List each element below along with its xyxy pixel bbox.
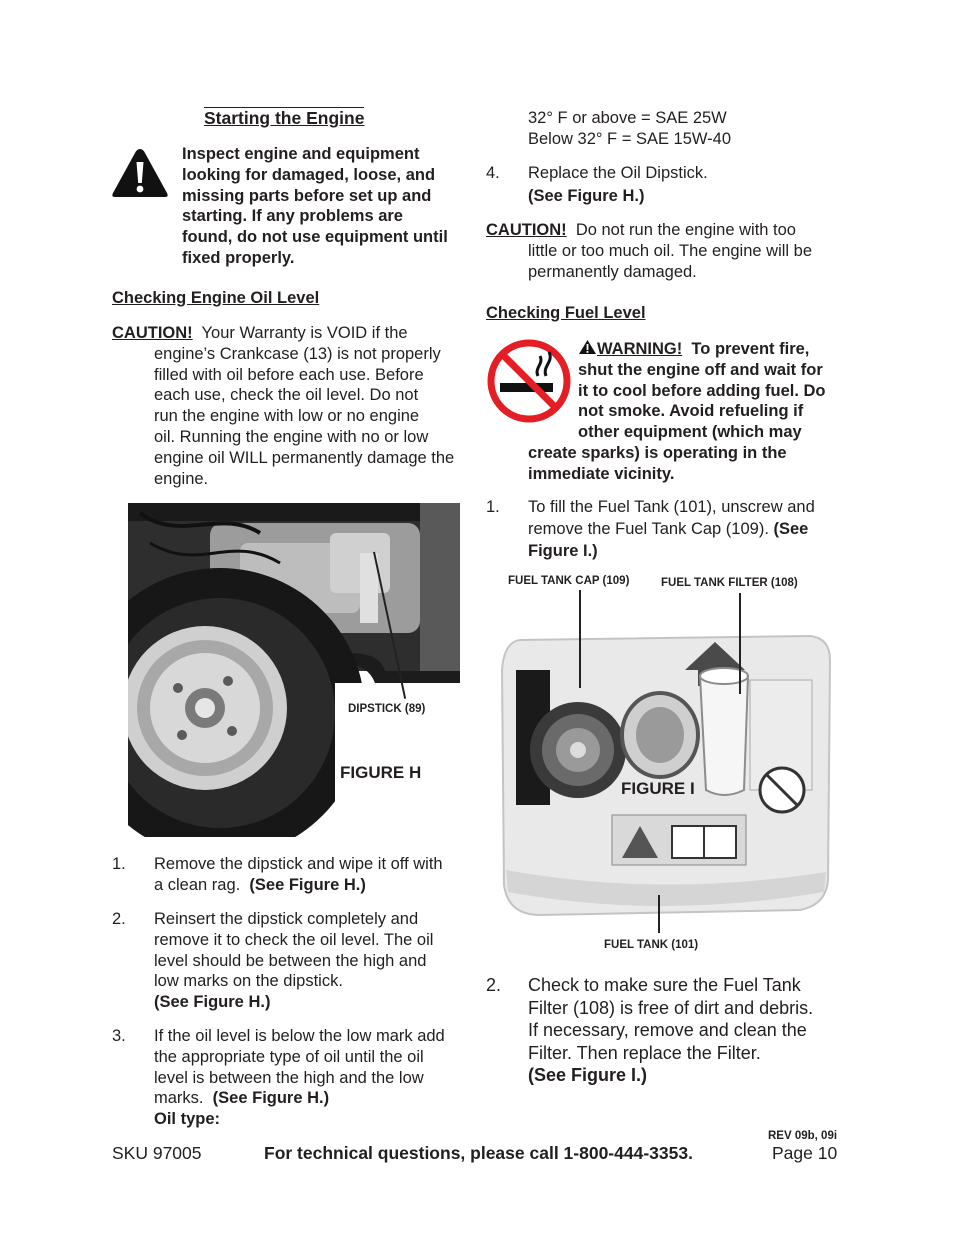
fuel-warning-text: WARNING! To prevent fire, shut the engine off and wait for it to cool before adding fuel. Do not smoke. Avoid refueling if other equipment (which may (578, 340, 826, 442)
figure-i-photo (500, 630, 832, 922)
cap-leader-line (579, 590, 581, 688)
fuel-step-2: 2. Check to make sure the Fuel Tank Filter (108) is free of dirt and debris. If necessary, remove and clean the Filter. Then replace the Filter. (See Figure I.) (486, 975, 814, 1085)
revision-code: REV 09b, 09i (768, 1130, 838, 1142)
fuel-tank-cap-callout: FUEL TANK CAP (109) (508, 575, 630, 587)
oil-amount-caution: CAUTION! Do not run the engine with too little or too much oil. The engine will be permanently damaged. (486, 221, 813, 281)
oil-step-1: 1. Remove the dipstick and wipe it off with a clean rag. (See Figure H.) (112, 855, 443, 894)
warning-triangle-icon (110, 146, 170, 200)
figure-i-label: FIGURE I (621, 779, 695, 798)
oil-step-4: 4. Replace the Oil Dipstick. (See Figure H.) (486, 164, 708, 205)
oil-caution-paragraph: CAUTION! Your Warranty is VOID if the engine’s Crankcase (13) is not properly filled with oil before each use. Before each use, check the oil level. Do not run the engine with low or no engine oil. Running the engine with no or low engine oil WILL permanently damage the engine. (112, 324, 455, 488)
engine-and-wheel-illustration (120, 503, 460, 837)
oil-type-list: 32° F or above = SAE 25W Below 32° F = SAE 15W-40 (528, 109, 732, 148)
tank-leader-line (658, 895, 660, 933)
section-heading-starting-engine: Starting the Engine (204, 108, 365, 128)
filter-leader-line (739, 593, 741, 694)
no-smoking-icon (486, 338, 572, 424)
fuel-warning-continued: create sparks) is operating in the immediate vicinity. (528, 444, 787, 483)
oil-step-2: 2. Reinsert the dipstick completely and remove it to check the oil level. The oil level should be between the high and low marks on the dipstick. (See Figure H.) (112, 910, 434, 1012)
small-warning-icon (578, 339, 597, 355)
engine-warning-text: Inspect engine and equipment looking for damaged, loose, and missing parts before set up and starting. If any problems are found, do not use equipment until fixed properly. (182, 145, 448, 267)
footer-tech-support: For technical questions, please call 1-800-444-3353. (264, 1143, 693, 1163)
oil-level-heading: Checking Engine Oil Level (112, 289, 320, 307)
figure-h-photo (120, 503, 460, 837)
caution-label-right: CAUTION! (486, 221, 567, 239)
oil-step-3: 3. If the oil level is below the low mark add the appropriate type of oil until the oil level is between the high and the low marks. (See Figure H.) Oil type: (112, 1027, 445, 1129)
footer-page-number: Page 10 (772, 1143, 838, 1163)
footer-sku: SKU 97005 (112, 1143, 202, 1163)
fuel-level-heading: Checking Fuel Level (486, 304, 646, 322)
fuel-tank-filter-callout: FUEL TANK FILTER (108) (661, 577, 798, 589)
caution-label: CAUTION! (112, 324, 193, 342)
fuel-tank-illustration (500, 630, 832, 922)
fuel-step-1: 1. To fill the Fuel Tank (101), unscrew and remove the Fuel Tank Cap (109). (See Figure I.) (486, 498, 815, 560)
figure-h-label: FIGURE H (340, 763, 422, 782)
fuel-tank-callout: FUEL TANK (101) (604, 939, 699, 951)
dipstick-callout: DIPSTICK (89) (348, 703, 426, 715)
